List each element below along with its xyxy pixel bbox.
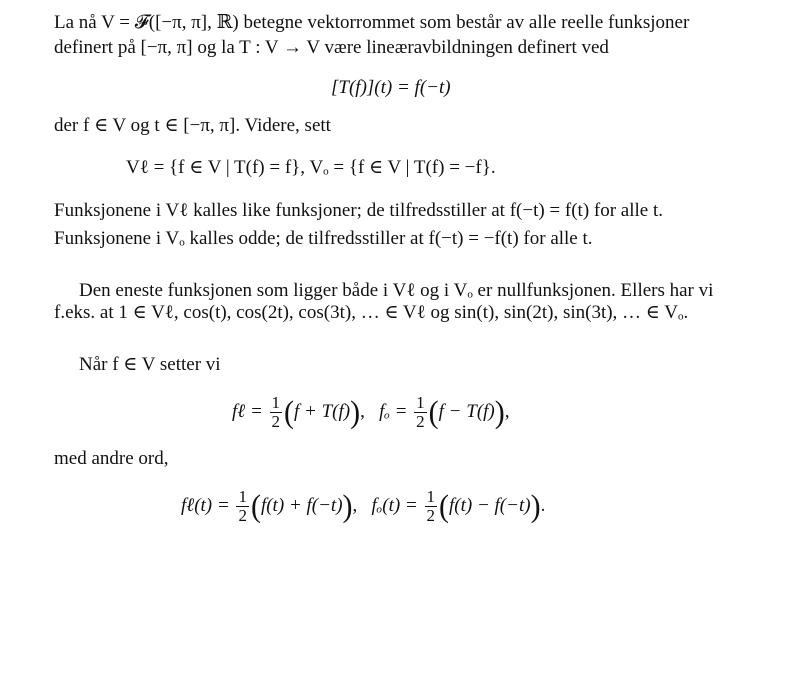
eq3-fraction-odd [414, 394, 427, 431]
paragraph-1-line-2: definert på [−π, π] og la T : V → V være lineæravbildningen definert ved [54, 37, 609, 58]
equation-subspace-definitions: Vℓ = {f ∈ V | T(f) = f}, Vₒ = {f ∈ V | T(f) = −f}. [126, 157, 496, 178]
eq3-end: , [504, 400, 510, 422]
paragraph-2-line-1: der f ∈ V og t ∈ [−π, π]. Videre, sett [54, 115, 331, 136]
eq3-fraction-odd-numerator: 1 [416, 393, 425, 412]
eq4-inner-even: f(t) + f(−t) [260, 494, 343, 516]
eq3-fraction-odd-denominator: 2 [416, 412, 425, 431]
equation-pointwise-even-odd [181, 488, 545, 525]
eq3-inner-odd: f − T(f) [438, 400, 495, 422]
eq4-open-paren-even: ( [250, 488, 261, 524]
paragraph-4-line-1: Den eneste funksjonen som ligger både i Vℓ og i Vₒ er nullfunksjonen. Ellers har vi [79, 280, 714, 301]
eq4-fraction-odd-numerator: 1 [426, 487, 435, 506]
eq3-fraction-even-numerator: 1 [271, 393, 281, 412]
equation-reflection: [T(f)](t) = f(−t) [331, 77, 451, 98]
eq3-fraction-even-denominator: 2 [271, 412, 281, 431]
eq3-close-paren-even: ) [350, 394, 361, 430]
eq3-open-paren-even: ( [284, 394, 295, 430]
eq4-inner-odd: f(t) − f(−t) [449, 494, 531, 516]
eq4-fraction-odd-denominator: 2 [426, 506, 435, 525]
eq4-end: . [540, 494, 546, 516]
eq4-close-paren-odd: ) [530, 488, 541, 524]
eq4-open-paren-odd: ( [439, 488, 449, 524]
eq4-separator: , [352, 494, 358, 516]
paragraph-3-line-2: Funksjonene i Vₒ kalles odde; de tilfredsstiller at f(−t) = −f(t) for alle t. [54, 228, 593, 249]
paragraph-5-line-1: Når f ∈ V setter vi [79, 354, 221, 375]
eq3-fraction-even [270, 394, 283, 431]
paragraph-6-line-1: med andre ord, [54, 448, 169, 469]
eq4-fraction-even-denominator: 2 [238, 506, 247, 525]
eq3-inner-even: f + T(f) [294, 400, 351, 422]
eq3-open-paren-odd: ( [428, 394, 439, 430]
eq3-close-paren-odd: ) [494, 394, 505, 430]
eq4-close-paren-even: ) [342, 488, 353, 524]
paragraph-4-line-2: f.eks. at 1 ∈ Vℓ, cos(t), cos(2t), cos(3t), … ∈ Vℓ og sin(t), sin(2t), sin(3t), … ∈ Vₒ. [54, 302, 689, 323]
equation-even-odd-parts [232, 394, 510, 431]
eq4-fraction-odd [425, 488, 438, 525]
paragraph-1-line-1: La nå V = 𝓕([−π, π], ℝ) betegne vektorrommet som består av alle reelle funksjoner [54, 12, 690, 33]
eq3-left-odd: fₒ = [379, 400, 408, 422]
paragraph-3-line-1: Funksjonene i Vℓ kalles like funksjoner; de tilfredsstiller at f(−t) = f(t) for alle t. [54, 200, 664, 221]
eq3-separator: , [360, 400, 365, 422]
eq4-fraction-even [236, 488, 249, 525]
eq4-left-odd: fₒ(t) = [371, 494, 418, 516]
eq4-fraction-even-numerator: 1 [238, 487, 247, 506]
eq3-left-even: fℓ = [232, 400, 263, 422]
eq4-left-even: fℓ(t) = [181, 494, 230, 516]
